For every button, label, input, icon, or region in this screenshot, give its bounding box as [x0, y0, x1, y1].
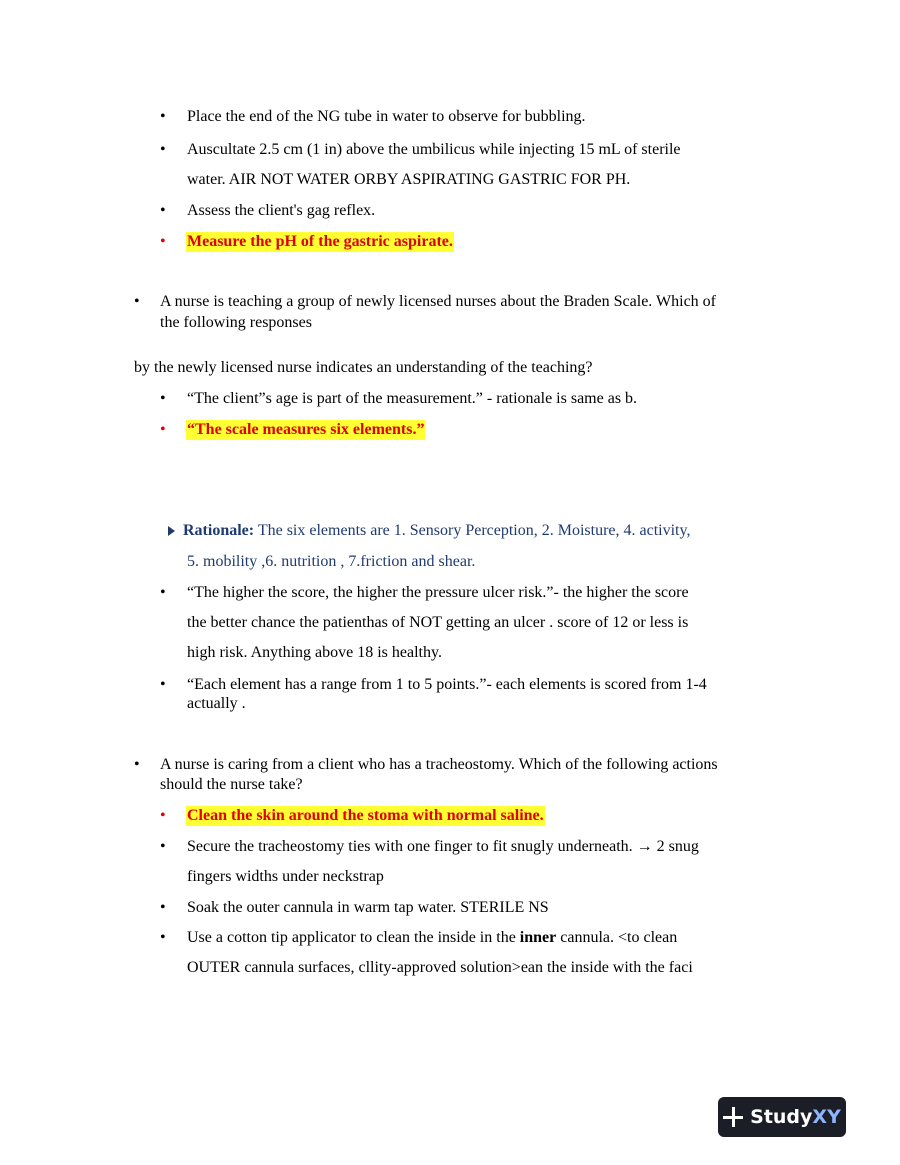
q2-option-d-line2: actually . — [187, 695, 246, 712]
plus-icon — [723, 1107, 743, 1127]
q1-option-a: Place the end of the NG tube in water to observe for bubbling. — [187, 108, 586, 125]
bullet: • — [160, 390, 166, 407]
q2-rationale-line1 — [183, 521, 690, 541]
rationale-label: Rationale: — [183, 522, 255, 539]
bullet: • — [160, 838, 166, 855]
logo-text-study: Study — [750, 1106, 813, 1128]
logo-text-xy: XY — [812, 1106, 841, 1128]
q3-option-b-line2: fingers widths under neckstrap — [187, 868, 384, 885]
q3-stem-line1: A nurse is caring from a client who has a tracheostomy. Which of the following actions — [160, 756, 718, 773]
bullet: • — [160, 584, 166, 601]
bullet: • — [160, 807, 166, 824]
studyxy-logo — [718, 1097, 846, 1137]
bullet: • — [160, 233, 166, 250]
q1-correct-answer: Measure the pH of the gastric aspirate. — [187, 233, 453, 250]
bullet: • — [160, 202, 166, 219]
q2-rationale-line2: 5. mobility ,6. nutrition , 7.friction and shear. — [187, 553, 476, 570]
bullet: • — [160, 899, 166, 916]
bullet: • — [160, 929, 166, 946]
q3-correct-answer: Clean the skin around the stoma with normal saline. — [187, 807, 544, 824]
q2-correct-answer: “The scale measures six elements.” — [187, 421, 425, 438]
q3-option-c: Soak the outer cannula in warm tap water. STERILE NS — [187, 899, 549, 916]
q2-option-c-line2: the better chance the patienthas of NOT getting an ulcer . score of 12 or less is — [187, 614, 689, 631]
q2-option-d-line1: “Each element has a range from 1 to 5 points.”- each elements is scored from 1-4 — [187, 676, 707, 693]
q2-option-c-line3: high risk. Anything above 18 is healthy. — [187, 644, 442, 661]
q2-option-a: “The client”s age is part of the measurement.” - rationale is same as b. — [187, 390, 638, 407]
q1-option-b-line1: Auscultate 2.5 cm (1 in) above the umbilicus while injecting 15 mL of sterile — [187, 141, 681, 158]
inner-emphasis: inner — [519, 929, 557, 946]
rationale-text: The six elements are 1. Sensory Perception, 2. Moisture, 4. activity, — [254, 522, 691, 539]
bullet: • — [160, 676, 166, 693]
bullet: • — [160, 421, 166, 438]
q1-option-b-line2: water. AIR NOT WATER ORBY ASPIRATING GASTRIC FOR PH. — [187, 171, 631, 188]
bullet: • — [160, 108, 166, 125]
q2-stem-line1: A nurse is teaching a group of newly licensed nurses about the Braden Scale. Which of — [160, 293, 716, 310]
q1-option-c: Assess the client's gag reflex. — [187, 202, 376, 219]
q2-option-c-line1: “The higher the score, the higher the pressure ulcer risk.”- the higher the score — [187, 584, 689, 601]
q2-stem-line2: the following responses — [160, 314, 312, 331]
triangle-bullet-icon — [168, 526, 175, 536]
bullet: • — [134, 756, 140, 773]
q3-option-b-line1: Secure the tracheostomy ties with one finger to fit snugly underneath. → 2 snug — [187, 838, 699, 855]
q2-stem-line3: by the newly licensed nurse indicates an understanding of the teaching? — [134, 359, 593, 376]
bullet: • — [134, 293, 140, 310]
q3-stem-line2: should the nurse take? — [160, 776, 303, 793]
q3-option-d-line2: OUTER cannula surfaces, cllity-approved solution>ean the inside with the faci — [187, 959, 693, 976]
bullet: • — [160, 141, 166, 158]
q3-option-d-line1: Use a cotton tip applicator to clean the inside in the inner cannula. <to clean — [187, 929, 678, 946]
